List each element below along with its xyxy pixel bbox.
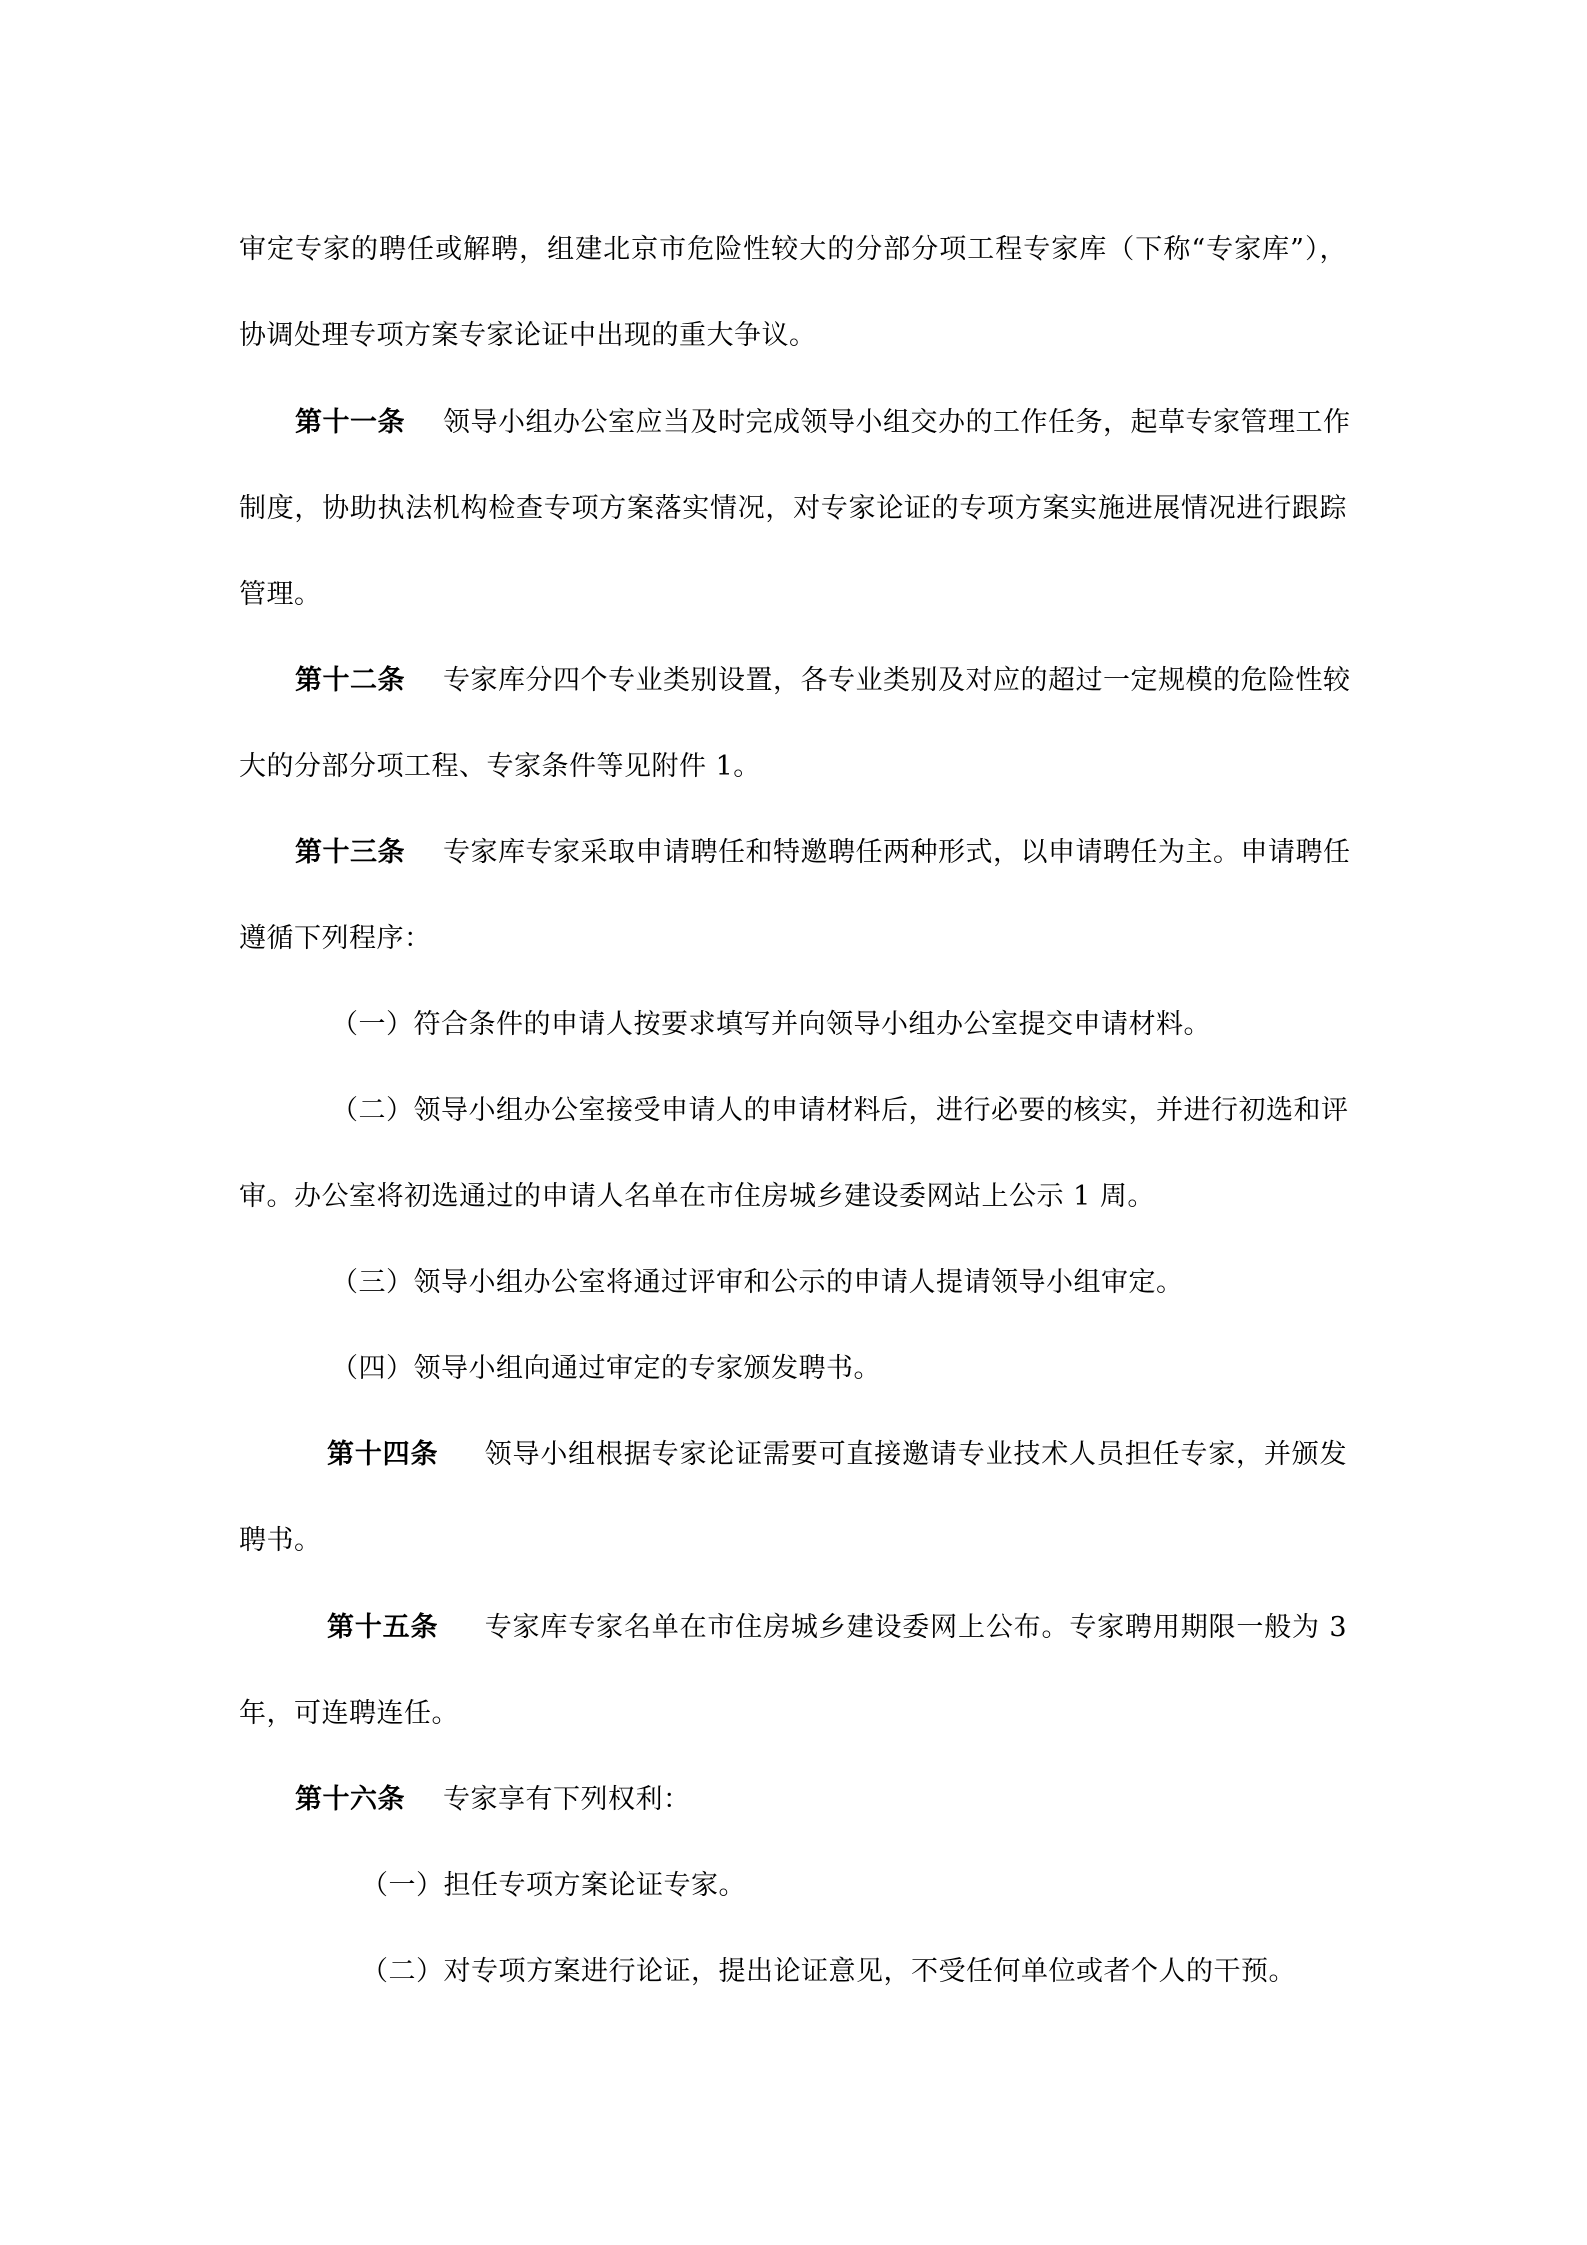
article-title: 第十二条	[295, 665, 405, 696]
article-15	[239, 1610, 1347, 1646]
list-item: （二）领导小组办公室接受申请人的申请材料后，进行必要的核实，并进行初选和评	[331, 1095, 1349, 1126]
article-title: 第十一条	[295, 407, 405, 438]
list-item: （一）符合条件的申请人按要求填写并向领导小组办公室提交申请材料。	[331, 1009, 1211, 1040]
text-line: 审。办公室将初选通过的申请人名单在市住房城乡建设委网站上公示 1 周。	[239, 1181, 1155, 1212]
article-title: 第十六条	[295, 1784, 405, 1815]
text-line: 聘书。	[239, 1525, 322, 1556]
list-item: （三）领导小组办公室将通过评审和公示的申请人提请领导小组审定。	[331, 1267, 1184, 1298]
text-line: 年，可连聘连任。	[239, 1698, 459, 1729]
article-14	[239, 1437, 1347, 1473]
article-text: 专家库分四个专业类别设置，各专业类别及对应的超过一定规模的危险性较	[443, 665, 1351, 696]
article-text: 领导小组根据专家论证需要可直接邀请专业技术人员担任专家，并颁发	[484, 1439, 1348, 1470]
text-line: 管理。	[239, 579, 322, 610]
article-13	[239, 835, 1351, 871]
list-item: （四）领导小组向通过审定的专家颁发聘书。	[331, 1353, 881, 1384]
list-item: （一）担任专项方案论证专家。	[361, 1870, 746, 1901]
article-title: 第十四条	[327, 1439, 439, 1470]
article-16	[239, 1782, 691, 1818]
text-line: 协调处理专项方案专家论证中出现的重大争议。	[239, 320, 817, 351]
article-text: 专家享有下列权利：	[443, 1784, 691, 1815]
article-11	[239, 405, 1351, 441]
article-text: 领导小组办公室应当及时完成领导小组交办的工作任务，起草专家管理工作	[443, 407, 1351, 438]
article-12	[239, 663, 1351, 699]
article-text: 专家库专家采取申请聘任和特邀聘任两种形式，以申请聘任为主。申请聘任	[443, 837, 1351, 868]
list-item: （二）对专项方案进行论证，提出论证意见，不受任何单位或者个人的干预。	[361, 1956, 1296, 1987]
text-line: 审定专家的聘任或解聘，组建北京市危险性较大的分部分项工程专家库（下称“专家库”），	[239, 234, 1347, 265]
text-line: 制度，协助执法机构检查专项方案落实情况，对专家论证的专项方案实施进展情况进行跟踪	[239, 493, 1347, 524]
article-title: 第十五条	[327, 1612, 439, 1643]
article-text: 专家库专家名单在市住房城乡建设委网上公布。专家聘用期限一般为 3	[484, 1612, 1347, 1643]
text-line: 大的分部分项工程、专家条件等见附件 1。	[239, 751, 761, 782]
text-line: 遵循下列程序：	[239, 923, 432, 954]
article-title: 第十三条	[295, 837, 405, 868]
